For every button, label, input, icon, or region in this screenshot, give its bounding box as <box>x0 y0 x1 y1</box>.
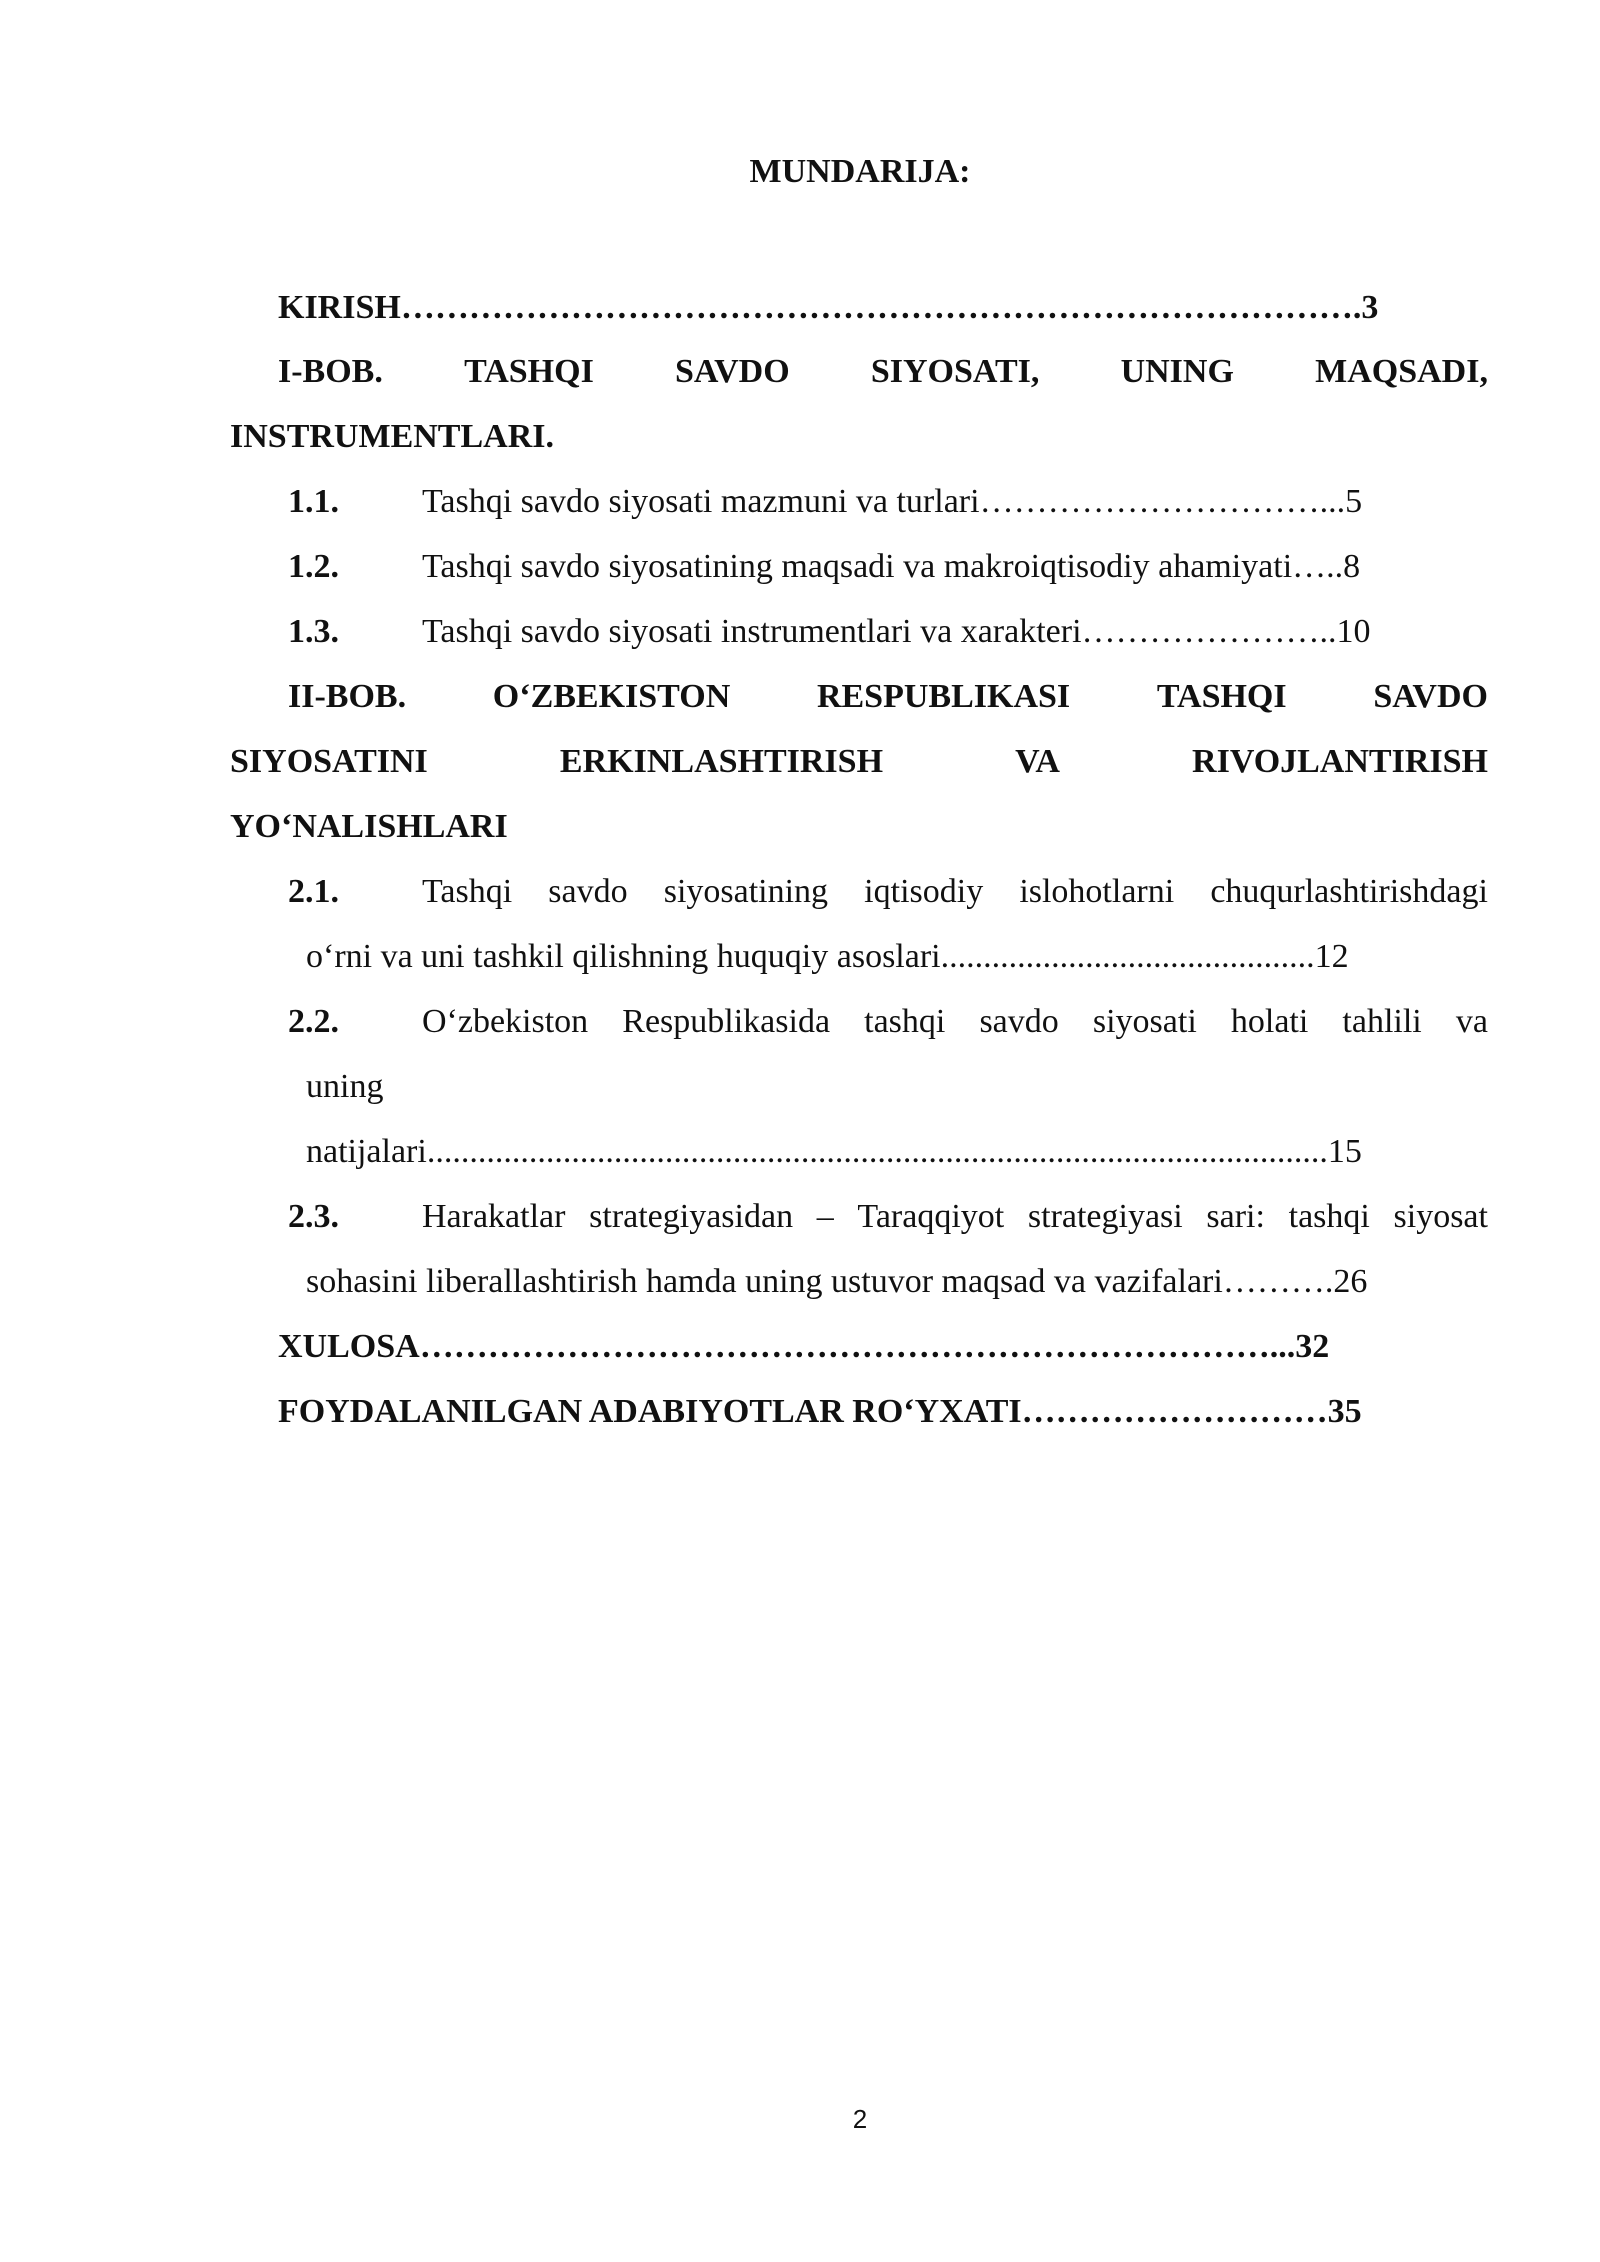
toc-section-number: 2.1. <box>288 873 339 910</box>
heading-word: TASHQI <box>1156 678 1287 715</box>
toc-section-2-2 <box>422 1002 1488 1042</box>
section-word: iqtisodiy <box>864 873 984 910</box>
heading-word: SIYOSATINI <box>230 743 428 780</box>
heading-word: RESPUBLIKASI <box>816 678 1071 715</box>
section-word: savdo <box>979 1003 1059 1040</box>
section-word: – <box>816 1198 834 1235</box>
section-word: Taraqqiyot <box>857 1198 1005 1235</box>
page-title: MUNDARIJA: <box>749 153 971 190</box>
heading-word: SIYOSATI, <box>870 353 1040 390</box>
toc-entry-adabiyotlar: FOYDALANILGAN ADABIYOTLAR RO‘YXATI………………………35 <box>278 1393 1362 1430</box>
section-word: sari: <box>1206 1198 1265 1235</box>
toc-section-1-3: Tashqi savdo siyosati instrumentlari va xarakteri…………………..10 <box>422 613 1371 650</box>
section-word: chuqurlashtirishdagi <box>1210 873 1488 910</box>
section-word: tashqi <box>1288 1198 1370 1235</box>
section-word: tahlili <box>1342 1003 1422 1040</box>
toc-section-2-3-cont: sohasini liberallashtirish hamda uning ustuvor maqsad va vazifalari……….26 <box>306 1263 1368 1300</box>
heading-word: SAVDO <box>675 353 790 390</box>
heading-word: O‘ZBEKISTON <box>492 678 731 715</box>
toc-chapter-2-heading-cont <box>230 742 1488 782</box>
toc-entry-kirish: KIRISH………………………………………………………………………….3 <box>278 289 1379 326</box>
toc-chapter-2-heading-end: YO‘NALISHLARI <box>230 808 508 845</box>
heading-word: SAVDO <box>1373 678 1488 715</box>
toc-section-number: 1.3. <box>288 613 339 650</box>
toc-chapter-1-heading <box>278 352 1488 392</box>
heading-word: VA <box>1015 743 1060 780</box>
toc-entry-xulosa: XULOSA…………………………………………………………………...32 <box>278 1328 1330 1365</box>
heading-word: II-BOB. <box>288 678 407 715</box>
toc-section-2-1 <box>422 872 1488 912</box>
heading-word: TASHQI <box>464 353 594 390</box>
toc-section-1-1: Tashqi savdo siyosati mazmuni va turlari…………………………...5 <box>422 483 1363 520</box>
section-word: siyosatining <box>663 873 829 910</box>
toc-section-2-2-cont: uning <box>306 1068 384 1105</box>
toc-section-number: 1.2. <box>288 548 339 585</box>
heading-word: I-BOB. <box>278 353 383 390</box>
heading-word: RIVOJLANTIRISH <box>1192 743 1488 780</box>
section-word: siyosati <box>1092 1003 1197 1040</box>
toc-section-number: 2.3. <box>288 1198 339 1235</box>
section-word: savdo <box>548 873 628 910</box>
toc-section-1-2: Tashqi savdo siyosatining maqsadi va makroiqtisodiy ahamiyati…..8 <box>422 548 1361 585</box>
section-word: Respublikasida <box>622 1003 831 1040</box>
section-word: O‘zbekiston <box>422 1003 589 1040</box>
toc-section-2-2-end: natijalari..........................................................................................................15 <box>306 1133 1362 1170</box>
section-word: tashqi <box>864 1003 946 1040</box>
section-word: strategiyasi <box>1027 1198 1183 1235</box>
toc-chapter-1-heading-cont: INSTRUMENTLARI. <box>230 418 554 455</box>
section-word: Harakatlar <box>422 1198 566 1235</box>
toc-section-number: 1.1. <box>288 483 339 520</box>
section-word: va <box>1455 1003 1488 1040</box>
toc-section-number: 2.2. <box>288 1003 339 1040</box>
section-word: islohotlarni <box>1019 873 1175 910</box>
toc-section-2-1-cont: o‘rni va uni tashkil qilishning huquqiy asoslari............................................12 <box>306 938 1349 975</box>
page-number: 2 <box>852 2104 868 2134</box>
heading-word: MAQSADI, <box>1315 353 1488 390</box>
section-word: siyosat <box>1393 1198 1488 1235</box>
toc-chapter-2-heading <box>288 677 1488 717</box>
section-word: Tashqi <box>422 873 513 910</box>
heading-word: UNING <box>1120 353 1234 390</box>
heading-word: ERKINLASHTIRISH <box>559 743 884 780</box>
section-word: holati <box>1230 1003 1309 1040</box>
toc-section-2-3 <box>422 1197 1488 1237</box>
section-word: strategiyasidan <box>589 1198 794 1235</box>
